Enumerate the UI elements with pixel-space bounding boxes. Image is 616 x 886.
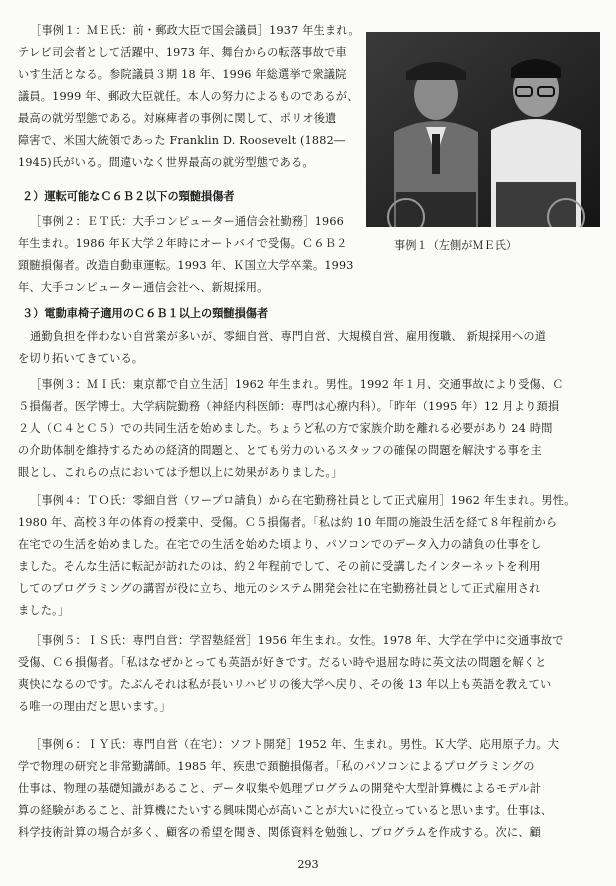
text-line: 議員。1999 年、郵政大臣就任。本人の努力によるものであるが、: [18, 90, 359, 103]
text-line: ［事例４：ＴＯ氏：零細自営（ワープロ請負）から在宅勤務社員として正式雇用］1962 年生まれ。男性。: [30, 494, 576, 507]
section-heading-3: ３）電動車椅子適用のＣ６Ｂ１以上の頸髄損傷者: [22, 307, 269, 320]
text-line: を切り拓いてきている。: [18, 352, 144, 365]
text-line: ました。」: [18, 604, 70, 617]
case1-photo: [366, 32, 600, 227]
text-line: いす生活となる。参院議員３期 18 年、1996 年総選挙で衆議院: [18, 68, 347, 81]
text-line: 最高の就労型態である。対麻痺者の事例に関して、ポリオ後遺: [18, 112, 337, 125]
text-line: 年生まれ。1986 年Ｋ大学２年時にオートバイで受傷。Ｃ６Ｂ２: [18, 237, 348, 250]
text-line: ［事例２：ＥＴ氏：大手コンピューター通信会社勤務］1966: [30, 215, 344, 228]
text-line: 頸髄損傷者。改造自動車運転。1993 年、Ｋ国立大学卒業。1993: [18, 259, 354, 272]
text-line: 爽快になるのです。たぶんそれは私が長いリハビリの後大学へ戻り、その後 13 年以上も英語を教えてい: [18, 678, 552, 691]
text-line: 障害で、米国大統領であった Franklin D. Roosevelt (1882―: [18, 134, 346, 147]
text-line: 1980 年、高校３年の体育の授業中、受傷。Ｃ５損傷者。「私は約 10 年間の施設生活を経て８年程前から: [18, 516, 558, 529]
text-line: ［事例３：ＭＩ氏：東京都で自立生活］1962 年生まれ。男性。1992 年１月、交通事故により受傷、Ｃ: [30, 378, 564, 391]
text-line: ［事例６：ＩＹ氏：専門自営（在宅）：ソフト開発］1952 年、生まれ。男性。Ｋ大学、応用原子力。大: [30, 738, 560, 751]
case2-paragraph: [18, 211, 358, 299]
text-line: 受傷、Ｃ６損傷者。「私はなぜかとっても英語が好きです。だるい時や退屈な時に英文法の問題を解くと: [18, 656, 547, 669]
photo-caption: 事例１（左側がＭＥ氏）: [394, 239, 518, 252]
text-line: ました。そんな生活に転記が訪れたのは、約２年程前でして、その前に受講したインターネットを利用: [18, 560, 541, 573]
case4-paragraph: [18, 490, 608, 622]
case5-paragraph: [18, 630, 608, 718]
text-line: してのプログラミングの講習が役に立ち、地元のシステム開発会社に在宅勤務社員として正式雇用され: [18, 582, 541, 595]
text-line: 1945)氏がいる。間違いなく世界最高の就労型態である。: [18, 156, 314, 169]
text-line: 学で物理の研究と非常勤講師。1985 年、疾患で頚髄損傷者。「私のパソコンによるプログラミングの: [18, 760, 535, 773]
text-line: 通勤負担を伴わない自営業が多いが、零細自営、専門自営、大規模自営、雇用復職、 新規採用への道: [30, 330, 547, 343]
page-number: 293: [297, 858, 319, 871]
text-line: の介助体制を維持するための経済的問題と、とても労力のいるスタッフの確保の問題を解決する事を主: [18, 444, 542, 457]
case1-paragraph: [18, 20, 358, 174]
text-line: 科学技術計算の場合が多く、顧客の希望を聞き、関係資料を勉強し、プログラムを作成する。次に、顧: [18, 826, 542, 839]
photo-image: [366, 32, 600, 227]
text-line: 年、大手コンピューター通信会社へ、新規採用。: [18, 281, 269, 294]
text-line: ［事例１：ＭＥ氏：前・郵政大臣で国会議員］1937 年生まれ。: [30, 24, 360, 37]
case6-paragraph: [18, 734, 608, 844]
text-line: 算の経験があること、計算機にたいする興味関心が高いことが大いに役立っていると思います。仕事は、: [18, 804, 553, 817]
text-line: 在宅での生活を始めました。在宅での生活を始めた頃より、パソコンでのデータ入力の請負の仕事をし: [18, 538, 542, 551]
text-line: ２人（Ｃ４とＣ５）での共同生活を始めました。ちょうど私の方で家族介助を離れる必要があり 24 時間: [18, 422, 553, 435]
case3-paragraph: [18, 374, 608, 484]
text-line: 仕事は、物理の基礎知識があること、データ収集や処理プログラムの開発や大型計算機によるモデル計: [18, 782, 542, 795]
text-line: る唯一の理由だと思います。」: [18, 700, 171, 713]
text-line: テレビ司会者として活躍中、1973 年、舞台からの転落事故で車: [18, 46, 347, 59]
intro-paragraph: [18, 326, 608, 370]
text-line: ［事例５：ＩＳ氏：専門自営：学習塾経営］1956 年生まれ。女性。1978 年、大学在学中に交通事故で: [30, 634, 564, 647]
text-line: ５損傷者。医学博士。大学病院勤務（神経内科医師：専門は心療内科）。「昨年（1995 年）12 月より頚損: [18, 400, 560, 413]
section-heading-2: ２）運転可能なＣ６Ｂ２以下の頸髄損傷者: [22, 190, 235, 203]
text-line: 眼とし、これらの点においては予想以上に効果がありました。」: [18, 466, 343, 479]
